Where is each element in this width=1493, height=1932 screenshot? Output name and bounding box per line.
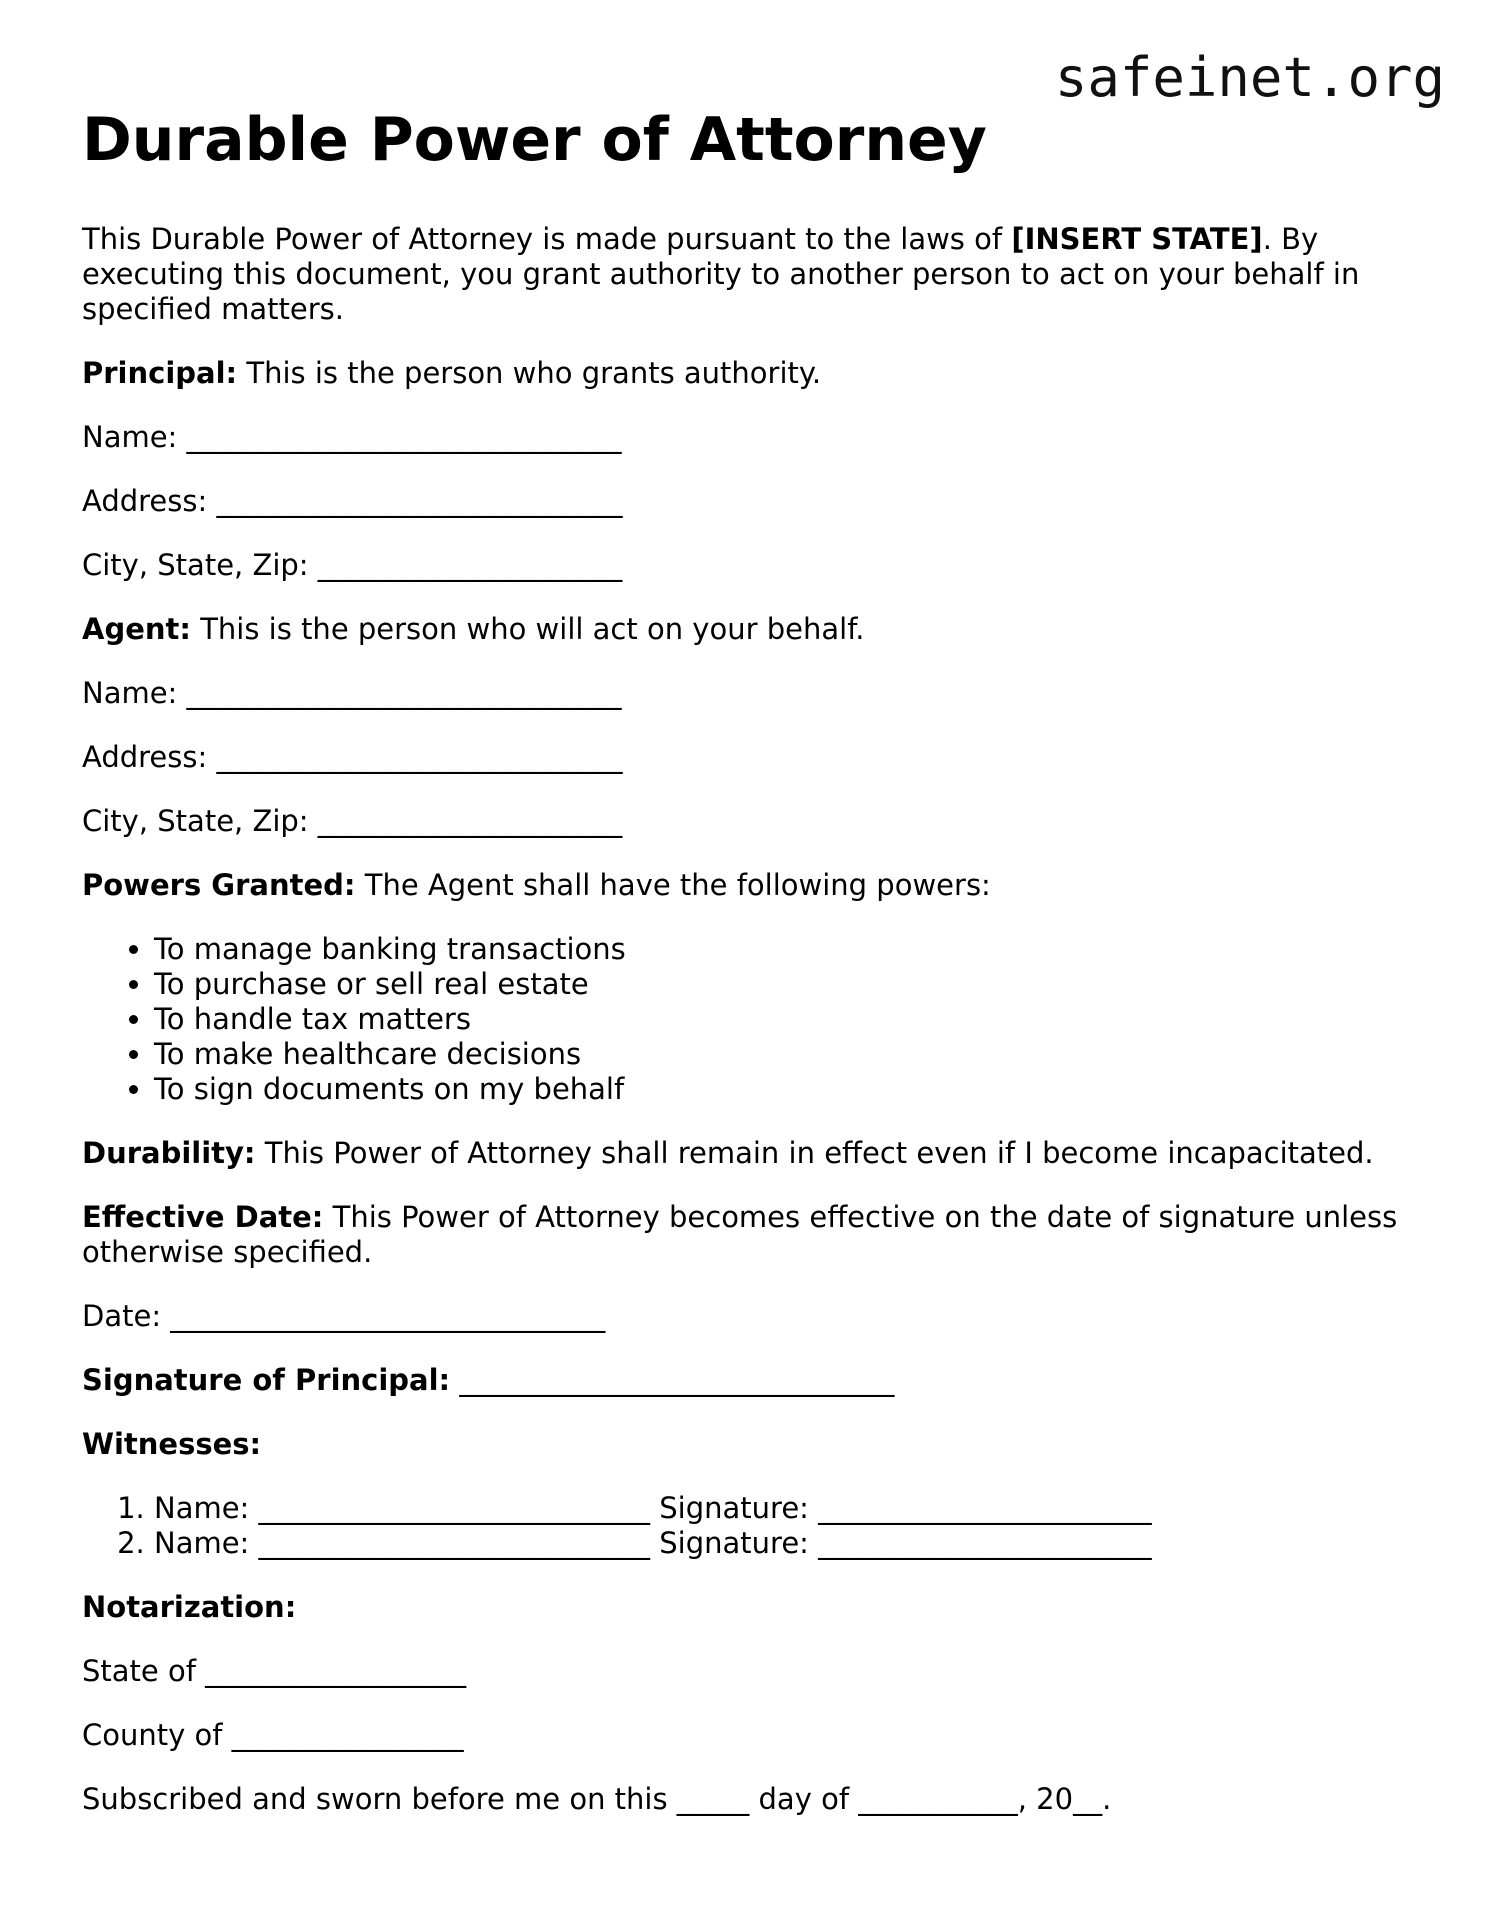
- notary-state-label: State of: [82, 1654, 196, 1688]
- date-blank[interactable]: ______________________________: [161, 1299, 606, 1333]
- principal-name-label: Name:: [82, 420, 178, 454]
- notary-sworn-line[interactable]: [82, 1782, 1422, 1817]
- state-placeholder: [INSERT STATE]: [1011, 222, 1263, 256]
- principal-address-label: Address:: [82, 484, 208, 518]
- power-item: • To purchase or sell real estate: [154, 967, 1422, 1002]
- durability-heading: Durability:: [82, 1136, 256, 1170]
- notary-state-field[interactable]: [82, 1654, 1422, 1689]
- effective-date-heading: Effective Date:: [82, 1200, 324, 1234]
- document-body: [82, 100, 1422, 1846]
- powers-heading-line: [82, 868, 1422, 903]
- witness-signature-blank[interactable]: _______________________: [808, 1526, 1152, 1560]
- principal-address-field[interactable]: [82, 484, 1422, 519]
- principal-city-field[interactable]: [82, 548, 1422, 583]
- witness-signature-label: Signature:: [650, 1491, 809, 1525]
- notary-county-label: County of: [82, 1718, 223, 1752]
- intro-paragraph: [82, 222, 1422, 327]
- witness-item: [154, 1526, 1422, 1561]
- witnesses-heading: Witnesses:: [82, 1427, 262, 1461]
- witnesses-heading-line: [82, 1427, 1422, 1462]
- notary-state-blank[interactable]: __________________: [195, 1654, 467, 1688]
- principal-city-blank[interactable]: _____________________: [308, 548, 623, 582]
- agent-heading-line: [82, 612, 1422, 647]
- principal-heading-line: [82, 356, 1422, 391]
- agent-city-blank[interactable]: _____________________: [308, 804, 623, 838]
- witness-item: [154, 1491, 1422, 1526]
- witness-signature-label: Signature:: [650, 1526, 809, 1560]
- principal-name-field[interactable]: [82, 420, 1422, 455]
- power-item: • To handle tax matters: [154, 1002, 1422, 1037]
- principal-name-blank[interactable]: ______________________________: [177, 420, 622, 454]
- agent-name-field[interactable]: [82, 676, 1422, 711]
- agent-city-label: City, State, Zip:: [82, 804, 309, 838]
- agent-name-blank[interactable]: ______________________________: [177, 676, 622, 710]
- agent-address-blank[interactable]: ____________________________: [207, 740, 623, 774]
- agent-name-label: Name:: [82, 676, 178, 710]
- durability-paragraph: [82, 1136, 1422, 1171]
- notary-sworn-text: Subscribed and sworn before me on this _____ day of ___________, 20__.: [82, 1782, 1112, 1816]
- principal-signature-field[interactable]: [82, 1363, 1422, 1398]
- power-item: • To make healthcare decisions: [154, 1037, 1422, 1072]
- durability-text: This Power of Attorney shall remain in effect even if I become incapacitated.: [255, 1136, 1374, 1170]
- agent-address-label: Address:: [82, 740, 208, 774]
- intro-text-after: . By executing this document, you grant authority to another person to act on your behalf in specified matters.: [82, 222, 1360, 326]
- agent-city-field[interactable]: [82, 804, 1422, 839]
- document-title: Durable Power of Attorney: [82, 105, 987, 175]
- agent-heading: Agent:: [82, 612, 191, 646]
- date-label: Date:: [82, 1299, 162, 1333]
- effective-date-text: This Power of Attorney becomes effective on the date of signature unless otherwise specified.: [82, 1200, 1398, 1269]
- notary-county-field[interactable]: [82, 1718, 1422, 1753]
- watermark: safeinet.org: [1054, 46, 1445, 109]
- witness-name-blank[interactable]: ___________________________: [249, 1491, 651, 1525]
- power-item: • To sign documents on my behalf: [154, 1072, 1422, 1107]
- notary-county-blank[interactable]: ________________: [222, 1718, 464, 1752]
- witnesses-list: [82, 1491, 1422, 1561]
- effective-date-paragraph: [82, 1200, 1422, 1270]
- agent-description: This is the person who will act on your behalf.: [190, 612, 865, 646]
- power-item: • To manage banking transactions: [154, 932, 1422, 967]
- powers-list: [82, 932, 1422, 1107]
- notarization-heading-line: [82, 1590, 1422, 1625]
- powers-heading: Powers Granted:: [82, 868, 356, 902]
- witness-name-label: Name:: [154, 1491, 250, 1525]
- principal-description: This is the person who grants authority.: [237, 356, 822, 390]
- principal-signature-label: Signature of Principal:: [82, 1363, 451, 1397]
- intro-text-before: This Durable Power of Attorney is made pursuant to the laws of: [82, 222, 1012, 256]
- witness-name-blank[interactable]: ___________________________: [249, 1526, 651, 1560]
- witness-name-label: Name:: [154, 1526, 250, 1560]
- principal-signature-blank[interactable]: ______________________________: [450, 1363, 895, 1397]
- powers-description: The Agent shall have the following powers:: [355, 868, 991, 902]
- principal-heading: Principal:: [82, 356, 238, 390]
- witness-signature-blank[interactable]: _______________________: [808, 1491, 1152, 1525]
- principal-city-label: City, State, Zip:: [82, 548, 309, 582]
- principal-address-blank[interactable]: ____________________________: [207, 484, 623, 518]
- notarization-heading: Notarization:: [82, 1590, 297, 1624]
- date-field[interactable]: [82, 1299, 1422, 1334]
- agent-address-field[interactable]: [82, 740, 1422, 775]
